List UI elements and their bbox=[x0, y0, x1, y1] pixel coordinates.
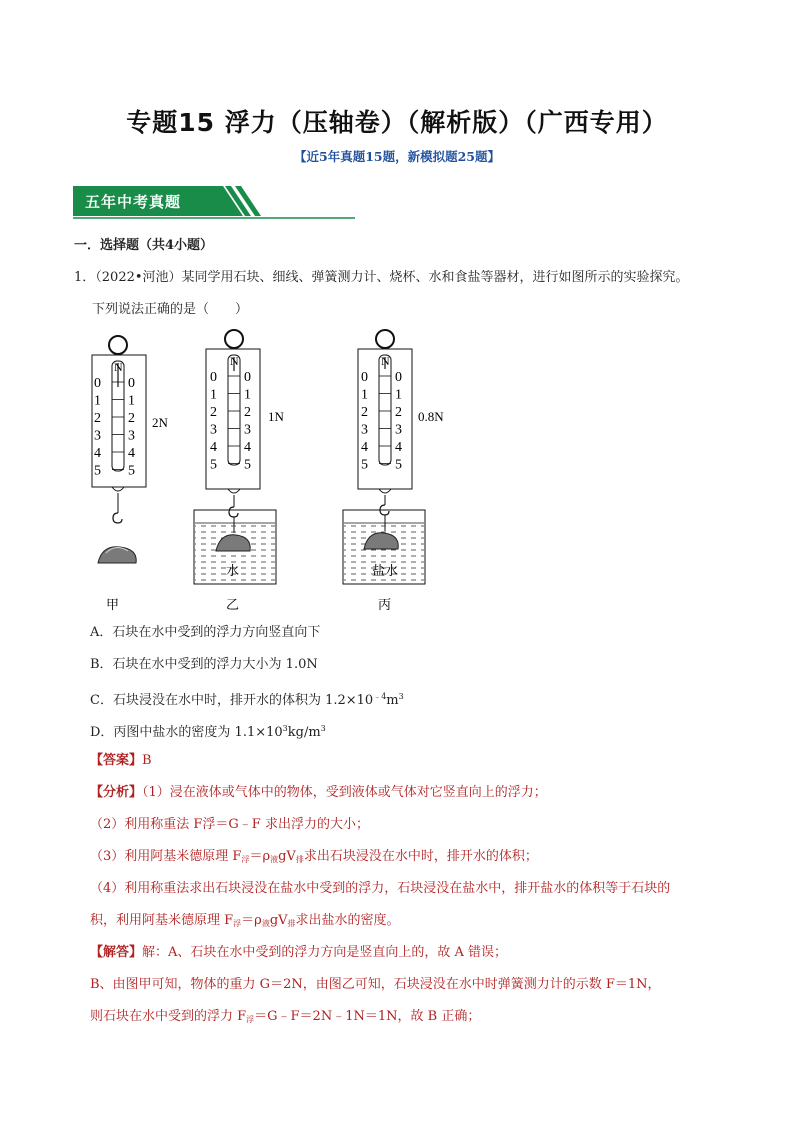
analysis-l5-c: gV bbox=[269, 913, 288, 928]
tick-label-jia-l-5: 5 bbox=[94, 463, 101, 479]
reading-bing: 0.8N bbox=[418, 409, 444, 424]
solution-line-2: B、由图甲可知，物体的重力 G＝2N，由图乙可知，石块浸没在水中时弹簧测力计的示数 F＝1N， bbox=[90, 977, 661, 992]
option-b: B．石块在水中受到的浮力大小为 1.0N bbox=[90, 657, 318, 672]
tick-label-yi-r-1: 1 bbox=[244, 387, 251, 403]
reading-yi: 1N bbox=[268, 409, 284, 424]
section-heading: 一．选择题（共4小题） bbox=[74, 238, 214, 253]
analysis-l3-sub-fu: 浮 bbox=[241, 855, 250, 864]
tick-label-bing-r-2: 2 bbox=[395, 405, 402, 420]
banner-label: 五年中考真题 bbox=[85, 193, 182, 211]
tick-label-bing-l-1: 1 bbox=[361, 387, 368, 403]
option-d-main: D．丙图中盐水的密度为 1.1×10 bbox=[90, 725, 283, 740]
tick-label-bing-l-3: 3 bbox=[361, 422, 368, 438]
tick-label-yi-r-3: 3 bbox=[244, 422, 251, 438]
tick-label-bing-r-5: 5 bbox=[395, 457, 402, 473]
reading-jia: 2N bbox=[152, 415, 168, 430]
tick-label-jia-r-0: 0 bbox=[128, 376, 135, 391]
figure-label-jia: 甲 bbox=[106, 598, 120, 613]
tick-label-yi-r-2: 2 bbox=[244, 405, 251, 420]
tick-label-yi-l-0: 0 bbox=[210, 370, 217, 385]
solution-l3-b: ＝G﹣F＝2N﹣1N＝1N，故 B 正确； bbox=[254, 1009, 481, 1024]
analysis-l3-a: （3）利用阿基米德原理 F bbox=[90, 849, 242, 864]
tick-label-bing-r-1: 1 bbox=[395, 387, 402, 403]
tick-label-jia-l-2: 2 bbox=[94, 411, 101, 426]
analysis-line-2: （2）利用称重法 F浮＝G﹣F 求出浮力的大小； bbox=[90, 817, 369, 832]
analysis-l3-d: 求出石块浸没在水中时，排开水的体积； bbox=[303, 849, 538, 864]
option-d-exponent: 3 bbox=[282, 724, 288, 733]
analysis-line-4: （4）利用称重法求出石块浸没在盐水中受到的浮力，石块浸没在盐水中，排开盐水的体积等于石块的 bbox=[90, 881, 671, 896]
tick-label-yi-l-1: 1 bbox=[210, 387, 217, 403]
spring-scale-bing bbox=[343, 330, 425, 584]
tick-label-bing-l-2: 2 bbox=[361, 405, 368, 420]
solution-label: 【解答】 bbox=[90, 945, 143, 960]
analysis-line-5 bbox=[90, 911, 400, 934]
option-c-unit-exponent: 3 bbox=[398, 692, 404, 701]
tick-label-yi-l-3: 3 bbox=[210, 422, 217, 438]
tick-label-yi-l-2: 2 bbox=[210, 405, 217, 420]
question-line-2: 下列说法正确的是（ ） bbox=[92, 302, 249, 317]
n-mark-yi: N bbox=[230, 354, 239, 368]
tick-label-yi-l-5: 5 bbox=[210, 457, 217, 473]
tick-label-yi-r-5: 5 bbox=[244, 457, 251, 473]
analysis-l3-b: ＝ρ bbox=[249, 849, 271, 864]
option-d-unit-exponent: 3 bbox=[320, 724, 326, 733]
liquid-label-water: 水 bbox=[226, 564, 240, 579]
spring-scale-yi bbox=[194, 330, 276, 584]
analysis-text-1: （1）浸在液体或气体中的物体，受到液体或气体对它竖直向上的浮力； bbox=[142, 785, 547, 800]
option-d-unit: kg/m bbox=[287, 725, 321, 740]
option-a: A．石块在水中受到的浮力方向竖直向下 bbox=[90, 625, 321, 640]
n-mark-bing: N bbox=[381, 354, 390, 368]
solution-line-3 bbox=[90, 1007, 480, 1030]
option-c-unit: m bbox=[386, 693, 399, 708]
figure-label-yi: 乙 bbox=[226, 598, 240, 613]
answer-value: B bbox=[142, 753, 152, 768]
tick-label-yi-l-4: 4 bbox=[210, 440, 217, 455]
analysis-l5-a: 积，利用阿基米德原理 F bbox=[90, 913, 234, 928]
analysis-l5-b: ＝ρ bbox=[241, 913, 262, 928]
solution-text-1: 解：A、石块在水中受到的浮力方向是竖直向上的，故 A 错误； bbox=[142, 945, 508, 960]
solution-l3-a: 则石块在水中受到的浮力 F bbox=[90, 1009, 247, 1024]
analysis-line-1 bbox=[90, 783, 547, 803]
tick-label-jia-r-5: 5 bbox=[128, 463, 135, 479]
tick-label-bing-l-5: 5 bbox=[361, 457, 368, 473]
tick-label-yi-r-4: 4 bbox=[244, 440, 251, 455]
tick-label-bing-r-4: 4 bbox=[395, 440, 402, 455]
question-line-1: 1．（2022•河池）某同学用石块、细线、弹簧测力计、烧杯、水和食盐等器材，进行如图所示的实验探究。 bbox=[74, 270, 689, 285]
tick-label-yi-r-0: 0 bbox=[244, 370, 251, 385]
answer bbox=[90, 751, 152, 771]
solution-line-1 bbox=[90, 943, 507, 963]
option-c bbox=[90, 687, 404, 711]
analysis-l3-sub-pai: 排 bbox=[295, 855, 304, 864]
tick-label-bing-l-0: 0 bbox=[361, 370, 368, 385]
figure-label-bing: 丙 bbox=[378, 598, 392, 613]
page-subtitle: 【近5年真题15题，新模拟题25题】 bbox=[294, 149, 500, 164]
analysis-label: 【分析】 bbox=[90, 785, 143, 800]
analysis-line-3 bbox=[90, 847, 538, 870]
solution-l3-sub-fu: 浮 bbox=[246, 1015, 255, 1024]
tick-label-jia-r-3: 3 bbox=[128, 428, 135, 444]
tick-label-bing-r-3: 3 bbox=[395, 422, 402, 438]
analysis-l5-d: 求出盐水的密度。 bbox=[295, 913, 400, 928]
experiment-figure bbox=[80, 325, 480, 625]
tick-label-jia-l-1: 1 bbox=[94, 393, 101, 409]
liquid-label-saltwater: 盐水 bbox=[372, 564, 399, 579]
tick-label-jia-l-0: 0 bbox=[94, 376, 101, 391]
option-d bbox=[90, 719, 326, 743]
tick-label-jia-r-2: 2 bbox=[128, 411, 135, 426]
analysis-l5-sub-ye: 液 bbox=[261, 919, 270, 928]
option-c-exponent: ﹣4 bbox=[373, 692, 387, 701]
n-mark-jia: N bbox=[114, 360, 123, 374]
tick-label-jia-l-4: 4 bbox=[94, 446, 101, 461]
section-banner bbox=[73, 182, 373, 222]
analysis-l5-sub-fu: 浮 bbox=[233, 919, 242, 928]
tick-label-bing-l-4: 4 bbox=[361, 440, 368, 455]
tick-label-jia-r-4: 4 bbox=[128, 446, 135, 461]
analysis-l3-sub-ye: 液 bbox=[270, 855, 279, 864]
page-title: 专题15 浮力（压轴卷）（解析版）（广西专用） bbox=[126, 108, 668, 137]
answer-label: 【答案】 bbox=[90, 753, 143, 768]
tick-label-jia-l-3: 3 bbox=[94, 428, 101, 444]
tick-label-bing-r-0: 0 bbox=[395, 370, 402, 385]
option-c-main: C．石块浸没在水中时，排开水的体积为 1.2×10 bbox=[90, 693, 374, 708]
analysis-l3-c: gV bbox=[278, 849, 296, 864]
tick-label-jia-r-1: 1 bbox=[128, 393, 135, 409]
analysis-l5-sub-pai: 排 bbox=[287, 919, 296, 928]
